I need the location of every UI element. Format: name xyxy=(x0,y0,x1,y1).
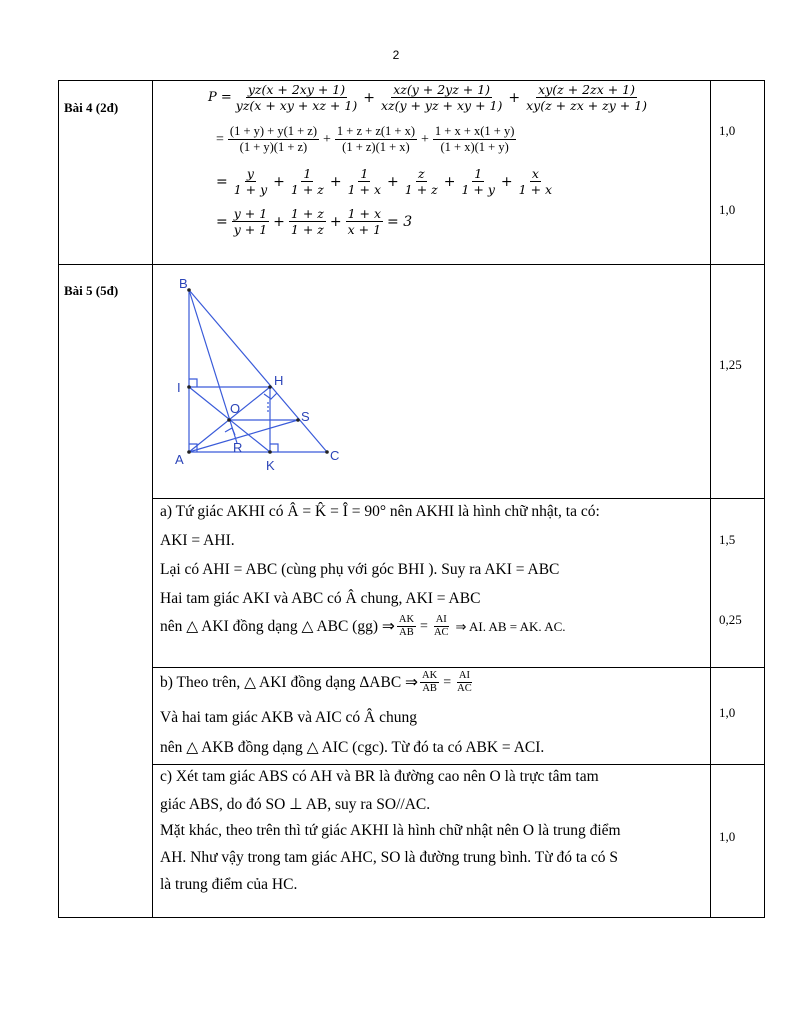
frac-den: AC xyxy=(457,683,472,694)
score: 1,25 xyxy=(719,357,742,372)
frac-den: 1 + y xyxy=(233,182,268,197)
frac-den: 1 + y xyxy=(461,182,495,197)
frac-num: (1 + y) + y(1 + z) xyxy=(229,124,318,138)
part-b-line-1-lead: b) Theo trên, △ AKI đồng dạng ΔABC ⇒ xyxy=(160,674,419,691)
frac-den: x + 1 xyxy=(347,222,382,237)
frac-den: AB xyxy=(399,627,414,638)
part-c-line-5: là trung điểm của HC. xyxy=(160,876,298,893)
segment-AS xyxy=(189,420,298,452)
frac-den: (1 + x)(1 + y) xyxy=(440,140,509,154)
label-A: A xyxy=(175,452,184,467)
part-c-line-2: giác ABS, do đó SO ⊥ AB, suy ra SO//AC. xyxy=(160,796,431,813)
frac-num: 1 + z + z(1 + x) xyxy=(336,124,415,138)
label-H: H xyxy=(274,373,284,388)
bai4-label: Bài 4 (2đ) xyxy=(64,100,119,115)
frac-den: 1 + x xyxy=(347,182,382,197)
table-divider xyxy=(152,667,764,668)
part-c-line-1: c) Xét tam giác ABS có AH và BR là đường cao nên O là trực tâm tam xyxy=(160,768,599,785)
frac-num: xy(z + 2zx + 1) xyxy=(538,82,635,97)
label-B: B xyxy=(179,276,188,291)
frac-den: (1 + z)(1 + x) xyxy=(342,140,410,154)
point-B xyxy=(187,288,191,292)
table-divider xyxy=(152,764,764,765)
score: 0,25 xyxy=(719,612,742,627)
frac-num: AK xyxy=(398,614,415,625)
frac-num: z xyxy=(417,166,425,181)
part-a-line-2: AKI = AHI. xyxy=(160,532,235,549)
frac-den: yz(x + xy + xz + 1) xyxy=(235,98,358,113)
page-number: 2 xyxy=(392,48,400,62)
frac-num: 1 + x + x(1 + y) xyxy=(434,124,515,138)
frac-den: xz(y + yz + xy + 1) xyxy=(380,98,503,113)
part-a-line-3-body: AHI = ABC (cùng phụ với góc BHI ). Suy ra AKI = ABC xyxy=(202,561,560,578)
label-C: C xyxy=(330,448,340,463)
frac-num: AK xyxy=(422,670,438,681)
point-O xyxy=(227,418,231,422)
frac-num: AI xyxy=(435,614,447,625)
eq-lhs: P = xyxy=(208,90,232,105)
frac-num: yz(x + 2xy + 1) xyxy=(247,82,346,97)
part-b-line-3 xyxy=(160,738,544,757)
score: 1,0 xyxy=(719,202,736,217)
part-c-line-4: AH. Như vậy trong tam giác AHC, SO là đường trung bình. Từ đó ta có S xyxy=(160,849,619,866)
frac-num: 1 + z xyxy=(290,206,324,221)
bai5-label: Bài 5 (5đ) xyxy=(64,283,119,298)
part-a-line-5-tail: ⇒ AI. AB = AK. AC. xyxy=(455,618,566,634)
part-c-line-3: Mặt khác, theo trên thì tứ giác AKHI là hình chữ nhật nên O là trung điểm xyxy=(160,822,621,839)
point-C xyxy=(325,450,329,454)
frac-den: AB xyxy=(422,683,437,694)
frac-den: xy(z + zx + zy + 1) xyxy=(526,98,648,113)
frac-den: (1 + y)(1 + z) xyxy=(239,140,308,154)
point-S xyxy=(296,418,300,422)
frac-num: AI xyxy=(458,670,470,681)
part-b-line-2: Và hai tam giác AKB và AIC có Â chung xyxy=(160,709,417,726)
point-H xyxy=(268,385,272,389)
score: 1,5 xyxy=(719,532,736,547)
equation-line-3: = $\frac{y}{1 + y}$ + $\frac{1}{1 + z}$ + $\frac{1}{1 + x}$ + $\frac{z}{1 + z}$ + $\frac{1}{1 + y}$ + $\frac{x}{1 + x}$ xyxy=(216,166,553,197)
frac-num: 1 xyxy=(360,166,369,181)
geometry-figure xyxy=(170,272,370,472)
part-a-line-5-lead: nên △ AKI đồng dạng △ ABC (gg) ⇒ xyxy=(160,618,395,635)
part-a-line-4: Hai tam giác AKI và ABC có Â chung, AKI = ABC xyxy=(160,590,481,607)
part-b-line-3-lead: nên △ AKB đồng dạng △ AIC (cgc). Từ đó ta có xyxy=(160,739,466,756)
point-K xyxy=(268,450,272,454)
label-S: S xyxy=(301,409,310,424)
eq-result: = 3 xyxy=(387,213,413,230)
label-I: I xyxy=(177,380,181,395)
part-a-line-1: a) Tứ giác AKHI có Â = K̂ = Î = 90° nên AKHI là hình chữ nhật, ta có: xyxy=(160,503,600,520)
frac-den: 1 + z xyxy=(290,182,324,197)
frac-num: xz(y + 2yz + 1) xyxy=(393,82,491,97)
frac-num: 1 + x xyxy=(347,206,382,221)
equation-line-1: P = $\frac{yz(x + 2xy + 1)}{yz(x + xy + xz + 1)}$ + $\frac{xz(y + 2yz + 1)}{xz(y + yz + xy + 1)}$ + $\frac{xy(z + 2zx + 1)}{xy(z + zx + zy + 1)}$ xyxy=(208,82,648,113)
part-a-line-3-lead: Lại có xyxy=(160,561,203,578)
frac-den: 1 + z xyxy=(404,182,438,197)
point-I xyxy=(187,385,191,389)
table-divider xyxy=(152,498,764,499)
frac-num: x xyxy=(531,166,539,181)
equation-line-4: = $\frac{y + 1}{y + 1}$ + $\frac{1 + z}{1 + z}$ + $\frac{1 + x}{x + 1}$ = 3 xyxy=(216,206,413,237)
score: 1,0 xyxy=(719,705,736,720)
score: 1,0 xyxy=(719,123,736,138)
part-b-line-3-tail: ABK = ACI. xyxy=(465,739,545,756)
part-a-line-3 xyxy=(160,561,559,579)
segment-BC xyxy=(189,290,327,452)
point-A xyxy=(187,450,191,454)
frac-num: 1 xyxy=(303,166,312,181)
frac-num: 1 xyxy=(474,166,483,181)
frac-den: 1 + x xyxy=(518,182,553,197)
frac-num: y + 1 xyxy=(233,206,268,221)
part-b-line-1: b) Theo trên, △ AKI đồng dạng ΔABC ⇒ $\frac{AK}{AB}$ = $\frac{AI}{AC}$ xyxy=(160,670,472,694)
frac-den: AC xyxy=(433,627,449,638)
table-divider xyxy=(58,264,764,265)
frac-num: y xyxy=(246,166,254,181)
right-angle-mark xyxy=(225,428,235,435)
equation-line-2: = $\frac{(1 + y) + y(1 + z)}{(1 + y)(1 + z)}$ + $\frac{1 + z + z(1 + x)}{(1 + z)(1 + x)}$ + $\frac{1 + x + x(1 + y)}{(1 + x)(1 + y)}$ xyxy=(216,124,515,154)
label-K: K xyxy=(266,458,275,472)
label-R: R xyxy=(233,440,243,455)
part-a-line-5: nên △ AKI đồng dạng △ ABC (gg) ⇒ $\frac{AK}{AB}$ = $\frac{AI}{AC}$ ⇒ AI. AB = AK. AC. xyxy=(160,614,566,638)
label-O: O xyxy=(230,401,241,416)
score: 1,0 xyxy=(719,829,736,844)
frac-den: y + 1 xyxy=(233,222,268,237)
frac-den: 1 + z xyxy=(290,222,324,237)
